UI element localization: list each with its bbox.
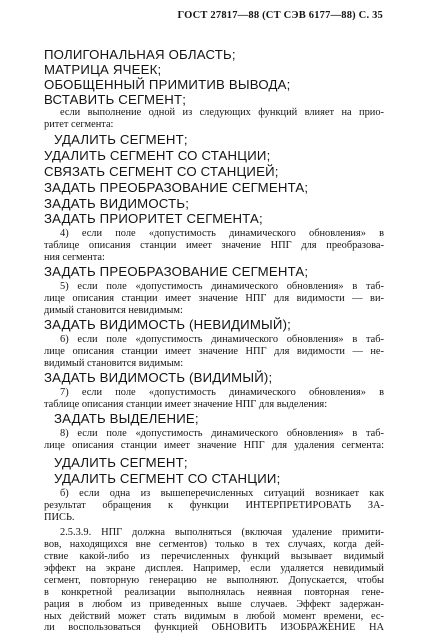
text-line: таблице описания станции имеет значение НПГ для выделения: <box>44 399 328 410</box>
text-line: димый становится невидимым: <box>44 305 183 316</box>
text-line: ЗАДАТЬ ПРЕОБРАЗОВАНИЕ СЕГМЕНТА; <box>44 180 309 195</box>
text-line: видимый становится видимым: <box>44 358 184 369</box>
text-line: УДАЛИТЬ СЕГМЕНТ СО СТАНЦИИ; <box>44 148 271 163</box>
text-line: ЗАДАТЬ ВЫДЕЛЕНИЕ; <box>54 411 199 426</box>
text-line: результат обращения к функции ИНТЕРПРЕТИРОВАТЬ ЗА- <box>44 500 384 511</box>
text-line: 6) если поле «допустимость динамического обновления» в таб- <box>60 334 384 345</box>
text-line: ОБОБЩЕННЫЙ ПРИМИТИВ ВЫВОДА; <box>44 77 291 92</box>
text-line: МАТРИЦА ЯЧЕЕК; <box>44 62 162 77</box>
text-line: если выполнение одной из следующих функций влияет на прио- <box>60 107 384 118</box>
text-line: УДАЛИТЬ СЕГМЕНТ; <box>54 455 188 470</box>
text-line: ЗАДАТЬ ВИДИМОСТЬ; <box>44 196 190 211</box>
text-line: ЗАДАТЬ ВИДИМОСТЬ (ВИДИМЫЙ); <box>44 370 273 385</box>
text-line: лице описания станции имеет значение НПГ для удаления сегмента: <box>44 440 384 451</box>
text-line: ВСТАВИТЬ СЕГМЕНТ; <box>44 92 187 107</box>
text-line: УДАЛИТЬ СЕГМЕНТ СО СТАНЦИИ; <box>54 471 281 486</box>
text-line: ния сегмента: <box>44 252 105 263</box>
text-line: ных действий может стать видимым в любой момент времени, ес- <box>44 611 384 622</box>
text-line: СВЯЗАТЬ СЕГМЕНТ СО СТАНЦИЕЙ; <box>44 164 279 179</box>
text-line: 5) если поле «допустимость динамического обновления» в таб- <box>60 281 384 292</box>
text-line: 8) если поле «допустимость динамического обновления» в таб- <box>60 428 384 439</box>
text-line: лице описания станции имеет значение НПГ для видимости — не- <box>44 346 384 357</box>
page-header: ГОСТ 27817—88 (СТ СЭВ 6177—88) С. 35 <box>177 10 383 21</box>
text-line: 4) если поле «допустимость динамического обновления» в <box>60 228 384 239</box>
text-line: ЗАДАТЬ ПРЕОБРАЗОВАНИЕ СЕГМЕНТА; <box>44 264 309 279</box>
text-line: УДАЛИТЬ СЕГМЕНТ; <box>54 132 188 147</box>
text-line: ЗАДАТЬ ПРИОРИТЕТ СЕГМЕНТА; <box>44 211 263 226</box>
text-line: ПИСЬ. <box>44 512 75 523</box>
text-line: ствие какой-либо из перечисленных функций вызывает видимый <box>44 551 384 562</box>
text-line: рация в любом из приведенных выше случаев. Эффект задержан- <box>44 599 384 610</box>
text-line: ЗАДАТЬ ВИДИМОСТЬ (НЕВИДИМЫЙ); <box>44 317 292 332</box>
text-line: таблице описания станции имеет значение НПГ для преобразова- <box>44 240 384 251</box>
text-line: ли воспользоваться функцией ОБНОВИТЬ ИЗОБРАЖЕНИЕ НА <box>44 622 384 633</box>
text-line: эффект на экране дисплея. Например, если удаляется невидимый <box>44 563 384 574</box>
text-line: в конкретной реализации выполнялась неявная повторная гене- <box>44 587 384 598</box>
text-line: 2.5.3.9. НПГ должна выполняться (включая удаление примити- <box>60 527 384 538</box>
text-line: ПОЛИГОНАЛЬНАЯ ОБЛАСТЬ; <box>44 47 236 62</box>
text-line: б) если одна из вышеперечисленных ситуаций возникает как <box>60 488 384 499</box>
text-line: сегмент, повторную генерацию не выполняют. Допускается, чтобы <box>44 575 384 586</box>
text-line: 7) если поле «допустимость динамического обновления» в <box>60 387 384 398</box>
text-line: лице описания станции имеет значение НПГ для видимости — ви- <box>44 293 384 304</box>
text-line: вов, находящихся вне сегментов) только в тех случаях, когда дей- <box>44 539 384 550</box>
text-line: ритет сегмента: <box>44 119 114 130</box>
